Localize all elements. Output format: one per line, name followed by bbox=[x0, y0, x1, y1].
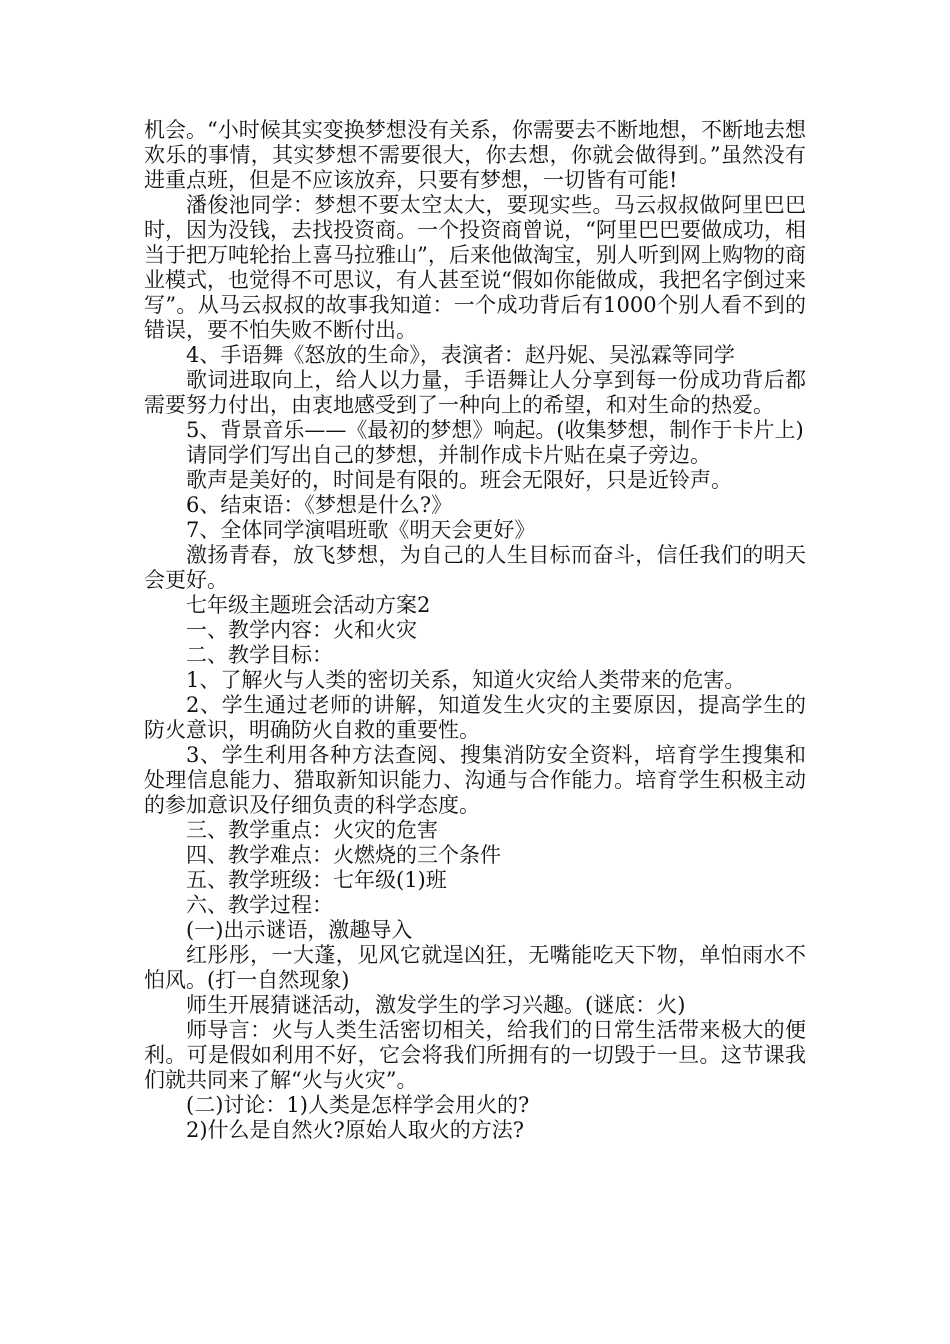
paragraph: 六、教学过程： bbox=[186, 893, 333, 917]
paragraph: 二、教学目标： bbox=[186, 643, 333, 667]
paragraph: 一、教学内容：火和火灾 bbox=[186, 618, 417, 642]
paragraph: 歌词进取向上，给人以力量，手语舞让人分享到每一份成功背后都需要努力付出，由衷地感受到了一种向上的希望，和对生命的热爱。 bbox=[144, 368, 806, 417]
paragraph: 歌声是美好的，时间是有限的。班会无限好，只是近铃声。 bbox=[186, 468, 732, 492]
paragraph: 5、背景音乐——《最初的梦想》响起。(收集梦想，制作于卡片上) bbox=[186, 418, 804, 442]
paragraph: 7、全体同学演唱班歌《明天会更好》 bbox=[186, 518, 536, 542]
paragraph: 机会。“小时候其实变换梦想没有关系，你需要去不断地想，不断地去想欢乐的事情，其实梦想不需要很大，你去想，你就会做得到。”虽然没有进重点班，但是不应该放弃，只要有梦想，一切皆有可能! bbox=[144, 118, 806, 192]
paragraph: 激扬青春，放飞梦想，为自己的人生目标而奋斗，信任我们的明天会更好。 bbox=[144, 543, 806, 592]
document-body bbox=[144, 118, 806, 1143]
paragraph: (一)出示谜语，激趣导入 bbox=[186, 918, 413, 942]
paragraph: 潘俊池同学：梦想不要太空太大，要现实些。马云叔叔做阿里巴巴时，因为没钱，去找投资商。一个投资商曾说，“阿里巴巴要做成功，相当于把万吨轮抬上喜马拉雅山”，后来他做淘宝，别人听到网上购物的商业模式，也觉得不可思议，有人甚至说“假如你能做成，我把名字倒过来写”。从马云叔叔的故事我知道：一个成功背后有1000个别人看不到的错误，要不怕失败不断付出。 bbox=[144, 193, 806, 342]
paragraph: (二)讨论：1)人类是怎样学会用火的? bbox=[186, 1093, 530, 1117]
paragraph: 请同学们写出自己的梦想，并制作成卡片贴在桌子旁边。 bbox=[186, 443, 711, 467]
paragraph: 三、教学重点：火灾的危害 bbox=[186, 818, 438, 842]
section-title: 七年级主题班会活动方案2 bbox=[186, 593, 431, 617]
paragraph: 四、教学难点：火燃烧的三个条件 bbox=[186, 843, 501, 867]
paragraph: 红彤彤，一大蓬，见风它就逞凶狂，无嘴能吃天下物，单怕雨水不怕风。(打一自然现象) bbox=[144, 943, 806, 992]
paragraph: 2)什么是自然火?原始人取火的方法? bbox=[186, 1118, 525, 1142]
paragraph: 五、教学班级：七年级(1)班 bbox=[186, 868, 447, 892]
paragraph: 2、学生通过老师的讲解，知道发生火灾的主要原因，提高学生的防火意识，明确防火自救的重要性。 bbox=[144, 693, 806, 742]
paragraph: 师生开展猜谜活动，激发学生的学习兴趣。(谜底：火) bbox=[186, 993, 686, 1017]
paragraph: 4、手语舞《怒放的生命》，表演者：赵丹妮、吴泓霖等同学 bbox=[186, 343, 735, 367]
paragraph: 师导言：火与人类生活密切相关，给我们的日常生活带来极大的便利。可是假如利用不好，它会将我们所拥有的一切毁于一旦。这节课我们就共同来了解“火与火灾”。 bbox=[144, 1018, 806, 1092]
paragraph: 1、了解火与人类的密切关系，知道火灾给人类带来的危害。 bbox=[186, 668, 746, 692]
paragraph: 3、学生利用各种方法查阅、搜集消防安全资料，培育学生搜集和处理信息能力、猎取新知识能力、沟通与合作能力。培育学生积极主动的参加意识及仔细负责的科学态度。 bbox=[144, 743, 806, 817]
paragraph: 6、结束语：《梦想是什么?》 bbox=[186, 493, 453, 517]
